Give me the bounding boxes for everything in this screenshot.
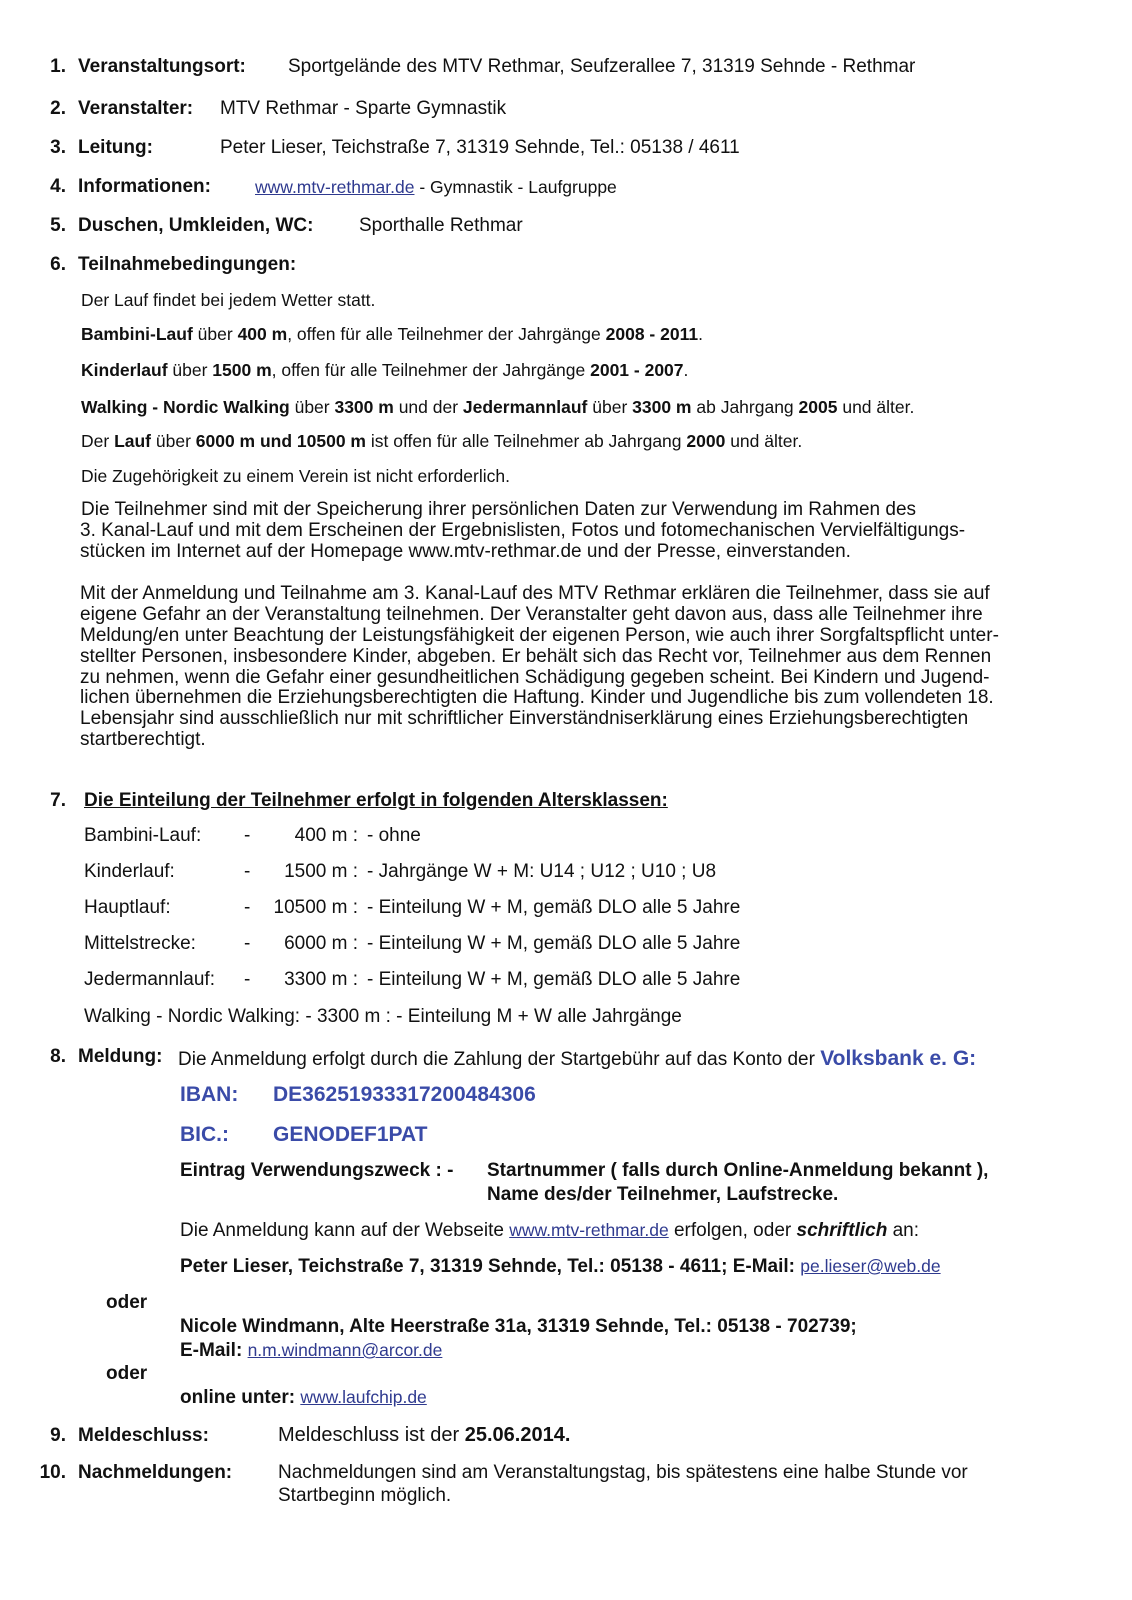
section-number: 1.: [50, 56, 66, 77]
info-suffix: - Gymnastik - Laufgruppe: [414, 177, 617, 197]
or-separator: oder: [106, 1363, 148, 1384]
registration-text: Die Anmeldung erfolgt durch die Zahlung der Startgebühr auf das Konto der Volksbank e. G:: [178, 1047, 977, 1070]
liability-line: startberechtigt.: [80, 729, 206, 751]
or-separator: oder: [106, 1292, 148, 1313]
age-class-distance: 3300 m :: [284, 969, 358, 990]
main-run-condition: Der Lauf über 6000 m und 10500 m ist offen für alle Teilnehmer ab Jahrgang 2000 und älter.: [81, 431, 803, 451]
section-number: 9.: [50, 1425, 66, 1446]
bic-label: BIC.:: [180, 1123, 229, 1146]
age-class-name: Mittelstrecke:: [84, 933, 196, 954]
section-number: 4.: [50, 176, 66, 197]
venue-value: Sportgelände des MTV Rethmar, Seufzerallee 7, 31319 Sehnde - Rethmar: [288, 56, 916, 77]
section-number: 5.: [50, 215, 66, 236]
age-class-description: - Jahrgänge W + M: U14 ; U12 ; U10 ; U8: [367, 861, 717, 882]
kinder-condition: Kinderlauf über 1500 m, offen für alle Teilnehmer der Jahrgänge 2001 - 2007.: [81, 360, 689, 380]
purpose-line-2: Name des/der Teilnehmer, Laufstrecke.: [487, 1184, 839, 1205]
facilities-value: Sporthalle Rethmar: [359, 215, 523, 236]
age-class-dash: -: [244, 897, 251, 918]
liability-paragraph: [80, 584, 1100, 751]
age-classes-heading: Die Einteilung der Teilnehmer erfolgt in folgenden Altersklassen:: [84, 790, 668, 811]
website-link[interactable]: www.mtv-rethmar.de: [255, 177, 415, 197]
section-number: 10.: [39, 1462, 66, 1483]
registration-label: Meldung:: [78, 1046, 163, 1067]
age-class-distance: 10500 m :: [273, 897, 358, 918]
web-registration-text: Die Anmeldung kann auf der Webseite www.mtv-rethmar.de erfolgen, oder schriftlich an:: [180, 1220, 920, 1241]
age-class-distance: 6000 m :: [284, 933, 358, 954]
liability-line: Meldung/en unter Beachtung der Leistungsfähigkeit der eigenen Person, wie auch ihrer Sorgfaltspflicht unter-: [80, 624, 999, 646]
walking-condition: Walking - Nordic Walking über 3300 m und der Jedermannlauf über 3300 m ab Jahrgang 2005 und älter.: [81, 397, 915, 417]
age-class-name: Bambini-Lauf:: [84, 825, 202, 846]
privacy-line: Die Teilnehmer sind mit der Speicherung ihrer persönlichen Daten zur Verwendung im Rahmen des: [81, 499, 917, 520]
age-class-distance: 1500 m :: [284, 861, 358, 882]
contact-lieser: Peter Lieser, Teichstraße 7, 31319 Sehnde, Tel.: 05138 - 4611; E-Mail: pe.lieser@web.de: [180, 1256, 941, 1277]
age-class-dash: -: [244, 969, 251, 990]
conditions-heading: Teilnahmebedingungen:: [78, 254, 297, 275]
iban-label: IBAN:: [180, 1083, 239, 1106]
privacy-paragraph: [80, 500, 1100, 563]
age-class-description: - Einteilung W + M, gemäß DLO alle 5 Jahre: [367, 897, 741, 918]
venue-label: Veranstaltungsort:: [78, 56, 246, 77]
online-registration: online unter: www.laufchip.de: [180, 1387, 427, 1408]
liability-line: Mit der Anmeldung und Teilnahme am 3. Kanal-Lauf des MTV Rethmar erklären die Teilnehmer, dass sie auf: [80, 583, 990, 604]
liability-line: zu nehmen, wenn die Gefahr einer gesundheitlichen Schädigung gegeben scheint. Bei Kindern und Jugend-: [80, 666, 990, 688]
section-number: 6.: [50, 254, 66, 275]
purpose-line-1: Startnummer ( falls durch Online-Anmeldung bekannt ),: [487, 1160, 989, 1181]
email-link[interactable]: n.m.windmann@arcor.de: [247, 1340, 443, 1360]
privacy-line: 3. Kanal-Lauf und mit dem Erscheinen der Ergebnislisten, Fotos und fotomechanischen Vervielfältigungs-: [80, 519, 966, 541]
section-number: 8.: [50, 1046, 66, 1067]
organizer-value: MTV Rethmar - Sparte Gymnastik: [220, 98, 507, 119]
age-class-description: - Einteilung W + M, gemäß DLO alle 5 Jahre: [367, 969, 741, 990]
info-value: [255, 177, 617, 200]
club-note: Die Zugehörigkeit zu einem Verein ist nicht erforderlich.: [81, 466, 510, 486]
deadline-label: Meldeschluss:: [78, 1425, 209, 1446]
contact-windmann-email: E-Mail: n.m.windmann@arcor.de: [180, 1340, 443, 1361]
liability-line: eigene Gefahr an der Veranstaltung teilnehmen. Der Veranstalter geht davon aus, dass alle Teilnehmer ihre: [80, 603, 983, 625]
liability-line: lichen übernehmen die Erziehungsberechtigten die Haftung. Kinder und Jugendliche bis zum vollendeten 18.: [80, 687, 994, 709]
bank-name: Volksbank e. G:: [820, 1047, 977, 1070]
section-number: 3.: [50, 137, 66, 158]
organizer-label: Veranstalter:: [78, 98, 194, 119]
deadline-date: 25.06.2014.: [464, 1424, 571, 1446]
contact-windmann: Nicole Windmann, Alte Heerstraße 31a, 31319 Sehnde, Tel.: 05138 - 702739;: [180, 1316, 857, 1337]
deadline-text: Meldeschluss ist der 25.06.2014.: [278, 1424, 571, 1446]
email-link[interactable]: pe.lieser@web.de: [800, 1256, 941, 1276]
age-class-name: Hauptlauf:: [84, 897, 171, 918]
liability-line: Lebensjahr sind ausschließlich nur mit schriftlicher Einverständniserklärung eines Erziehungsberechtigten: [80, 708, 969, 730]
age-class-name: Kinderlauf:: [84, 861, 175, 882]
age-class-dash: -: [244, 825, 251, 846]
late-registration-line-2: Startbeginn möglich.: [278, 1485, 452, 1506]
lead-label: Leitung:: [78, 137, 153, 158]
facilities-label: Duschen, Umkleiden, WC:: [78, 215, 314, 236]
age-class-dash: -: [244, 861, 251, 882]
section-number: 7.: [50, 790, 66, 811]
age-class-distance: 400 m :: [294, 825, 358, 846]
website-link[interactable]: www.mtv-rethmar.de: [509, 1220, 669, 1240]
walking-age-class-row: Walking - Nordic Walking: - 3300 m : - Einteilung M + W alle Jahrgänge: [84, 1006, 682, 1027]
age-class-description: - Einteilung W + M, gemäß DLO alle 5 Jahre: [367, 933, 741, 954]
liability-line: stellter Personen, insbesondere Kinder, abgeben. Er behält sich das Recht vor, Teilnehmer aus dem Rennen: [80, 645, 992, 667]
late-registration-line-1: Nachmeldungen sind am Veranstaltungstag, bis spätestens eine halbe Stunde vor: [278, 1462, 968, 1483]
age-class-dash: -: [244, 933, 251, 954]
section-number: 2.: [50, 98, 66, 119]
weather-note: Der Lauf findet bei jedem Wetter statt.: [81, 290, 376, 310]
late-registration-label: Nachmeldungen:: [78, 1462, 233, 1483]
iban-value: DE36251933317200484306: [273, 1083, 536, 1106]
privacy-line: stücken im Internet auf der Homepage www.mtv-rethmar.de und der Presse, einverstanden.: [80, 540, 851, 562]
lead-value: Peter Lieser, Teichstraße 7, 31319 Sehnde, Tel.: 05138 / 4611: [220, 137, 740, 158]
age-class-description: - ohne: [367, 825, 421, 846]
info-label: Informationen:: [78, 176, 211, 197]
purpose-label: Eintrag Verwendungszweck : -: [180, 1160, 454, 1181]
bambini-condition: Bambini-Lauf über 400 m, offen für alle Teilnehmer der Jahrgänge 2008 - 2011.: [81, 324, 703, 344]
age-class-name: Jedermannlauf:: [84, 969, 215, 990]
laufchip-link[interactable]: www.laufchip.de: [300, 1387, 427, 1407]
bic-value: GENODEF1PAT: [273, 1123, 428, 1146]
